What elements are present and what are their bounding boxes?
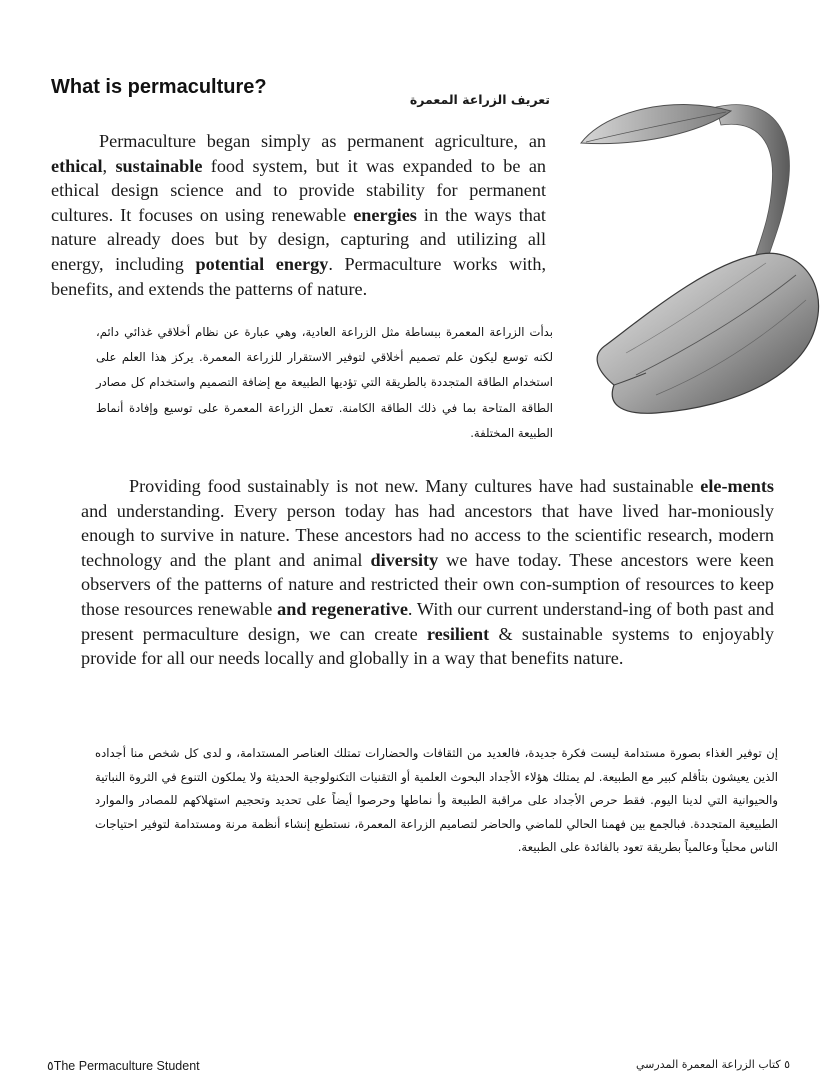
page-title: What is permaculture? <box>51 76 267 98</box>
text-run: . Permaculture works with, benefits, and extends the patterns of nature. <box>51 253 546 299</box>
seedling-illustration <box>566 85 831 415</box>
text-run: Permaculture began simply as permanent agriculture, an <box>99 131 546 151</box>
footer-book-title-ar: ٥ كتاب الزراعة المعمرة المدرسي <box>636 1058 790 1071</box>
bold-term: energies <box>353 204 417 225</box>
text-run: in the ways that nature already does but by design, capturing and utilizing all energy, including <box>51 204 546 274</box>
bold-term: ethical <box>51 155 103 176</box>
history-paragraph-en <box>81 474 774 671</box>
text-run: . With our current understand-ing of both past and present permaculture design, we can create <box>81 598 774 644</box>
text-run: we have today. These ancestors were keen observers of the patterns of nature and restricted their own con-sumption of resources to keep those resources renewable <box>81 549 774 619</box>
arabic-title: تعريف الزراعة المعمرة <box>409 92 550 107</box>
text-run: and understanding. Every person today has had ancestors that have lived har-moniously enough to survive in nature. These ancestors had no access to the scientific research, modern technology and the plant and animal <box>81 500 774 570</box>
text-run: food system, but it was expanded to be an ethical design science and to provide stability for permanent cultures. It focuses on using renewable <box>51 155 546 225</box>
bold-term: resilient <box>426 623 490 644</box>
bold-term: potential energy <box>195 253 329 274</box>
footer-book-title-en: ٥The Permaculture Student <box>47 1059 200 1073</box>
bold-term: ele-ments <box>700 476 774 496</box>
text-run: & sustainable systems to enjoyably provide for all our needs locally and globally in a way that benefits nature. <box>81 623 774 669</box>
text-run: , <box>102 155 116 176</box>
intro-paragraph-en <box>51 129 546 301</box>
intro-paragraph-ar: بدأت الزراعة المعمرة ببساطة مثل الزراعة العادية، وهي عبارة عن نظام أخلاقي غذائي دائم، لكنه توسع ليكون علم تصميم أخلاقي لتوفير الاستقرار للزراعة المعمرة. يركز هذا العلم على استخدام الطاقة المتجددة بالطريقة التي تؤديها الطبيعة مع إضافة التصميم واستخدام كل مصادر الطاقة المتاحة بما في ذلك الطاقة الكامنة. تعمل الزراعة المعمرة على توسيع وإفادة أنماط الطبيعة المختلفة. <box>96 325 553 440</box>
history-paragraph-ar: إن توفير الغذاء بصورة مستدامة ليست فكرة جديدة، فالعديد من الثقافات والحضارات تمتلك العناصر المستدامة، و لدى كل شخص منا أجداده الذين يعيشون بتأقلم كبير مع الطبيعة. لم يمتلك هؤلاء الأجداد البحوث العلمية أو التقنيات التكنولوجية الحديثة ولا يملكون التنوع في الثروة النباتية والحيوانية التي لدينا اليوم. فقط حرص الأجداد على مراقبة الطبيعة وأ نماطها وحرصوا أيضاً على تحديد وتحجيم استهلاكهم للمصادر والموارد الطبيعية المتجددة. فبالجمع بين فهمنا الحالي للماضي والحاضر لتصاميم الزراعة المعمرة، نستطيع إنشاء أنظمة مرنة ومستدامة لتوفير احتياجات الناس محلياً وعالمياً بطريقة تعود بالفائدة على الطبيعة. <box>95 746 778 855</box>
bold-term: and regenerative <box>277 598 408 619</box>
bold-term: sustainable <box>115 155 203 176</box>
bold-term: diversity <box>370 549 439 570</box>
text-run: Providing food sustainably is not new. Many cultures have had sustainable <box>129 476 701 496</box>
